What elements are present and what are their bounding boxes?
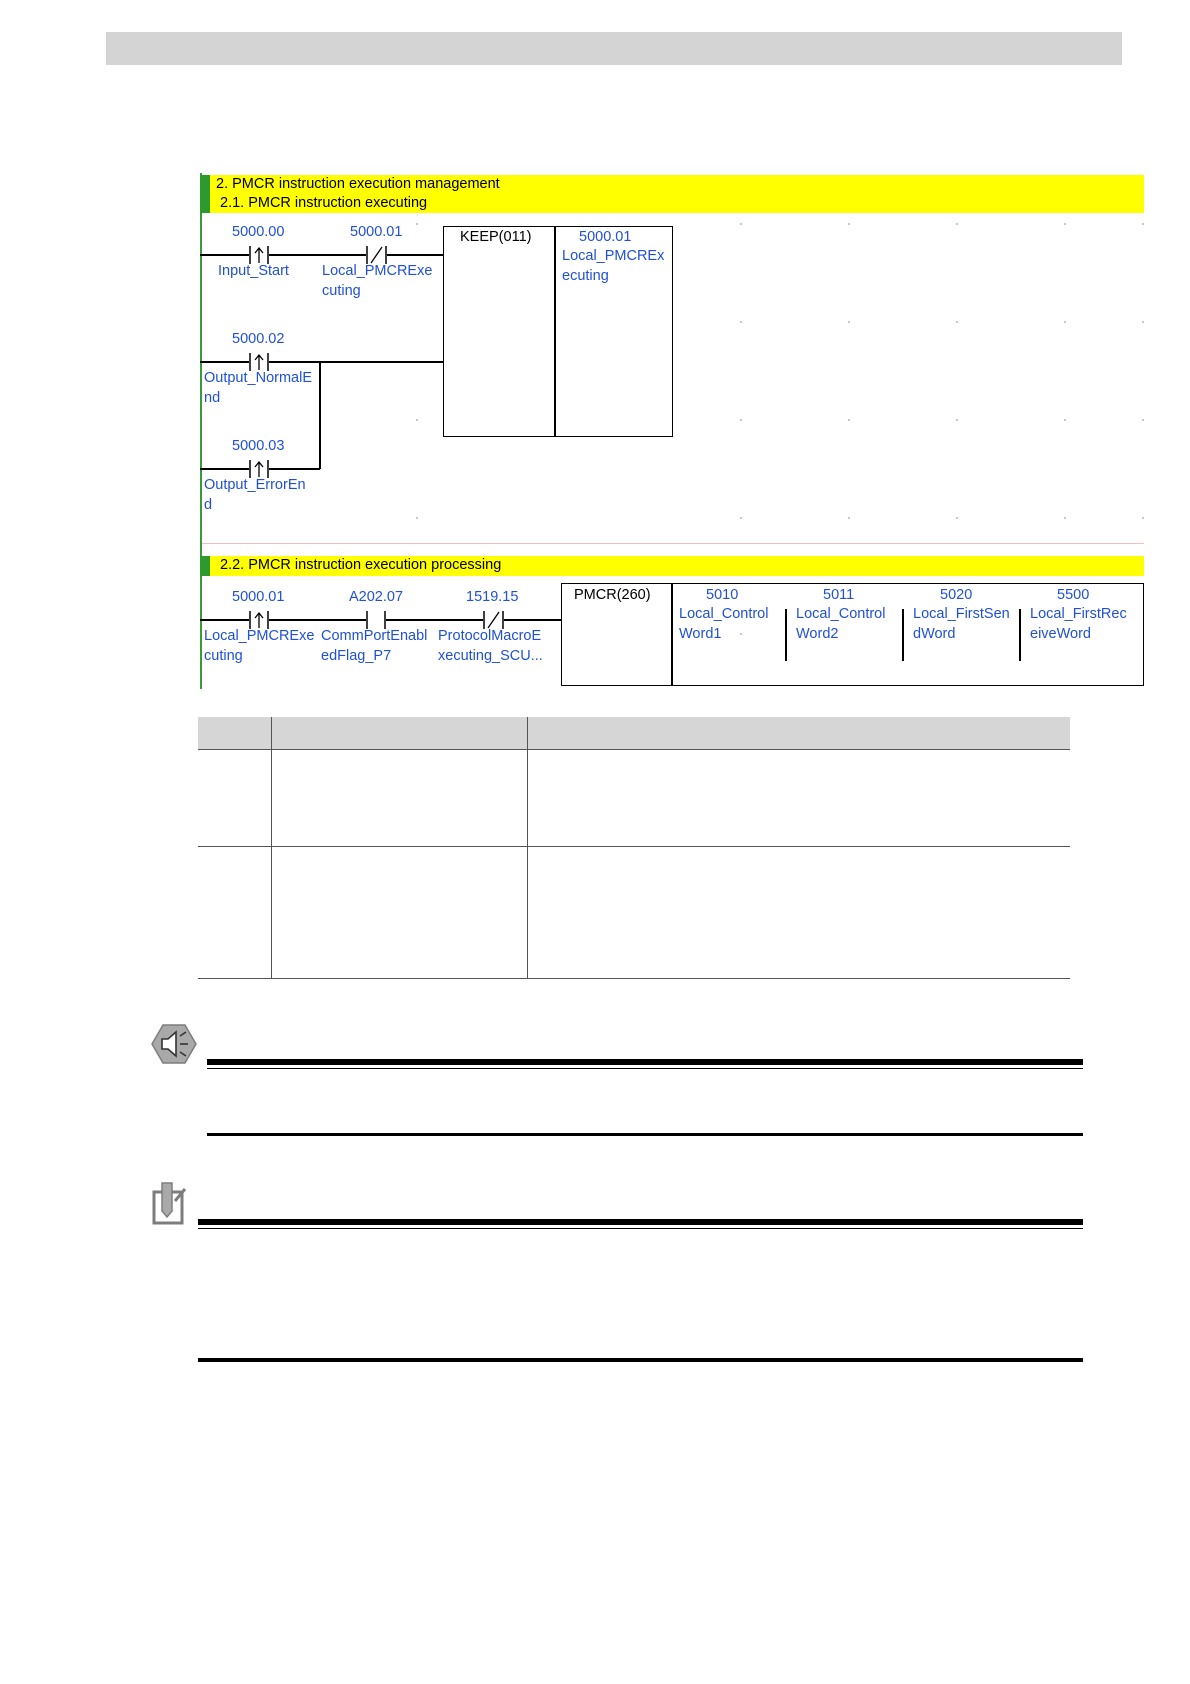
rising-edge-contact-icon	[248, 245, 270, 265]
contact-address: 5000.02	[232, 331, 285, 347]
info-top-rule-thin	[198, 1228, 1083, 1229]
operand-name: Local_FirstSen dWord	[913, 606, 1010, 642]
contact-name: Local_PMCRExe cuting	[322, 263, 433, 299]
output-address: 5000.01	[579, 229, 632, 245]
note-bottom-rule	[207, 1133, 1083, 1136]
ladder-diagram	[196, 165, 1144, 693]
table-cell	[527, 750, 1070, 847]
contact-address: 5000.01	[350, 224, 403, 240]
contact-name: Local_PMCRExe cuting	[204, 628, 315, 664]
operand-name: Local_Control Word1	[679, 606, 769, 642]
info-top-rule	[198, 1219, 1083, 1225]
output-name: Local_PMCREx ecuting	[562, 248, 665, 284]
section-subtitle-2-2: 2.2. PMCR instruction execution processing	[220, 557, 502, 573]
no-contact-icon	[365, 610, 387, 630]
page-header-bar	[106, 32, 1122, 65]
keep-instruction-box	[443, 226, 556, 437]
contact-name: Output_ErrorEn d	[204, 477, 306, 513]
table-cell	[198, 847, 271, 979]
table-cell	[198, 750, 271, 847]
table-header-cell	[198, 717, 271, 750]
nc-contact-icon	[482, 610, 505, 630]
section-marker-2	[200, 556, 210, 576]
operand-address: 5500	[1057, 587, 1090, 603]
operand-name: Local_Control Word2	[796, 606, 886, 642]
contact-address: A202.07	[349, 589, 404, 605]
table-row	[198, 750, 1070, 847]
contact-address: 5000.03	[232, 438, 285, 454]
section-subtitle-2-1: 2.1. PMCR instruction executing	[220, 195, 428, 211]
operand-address: 5020	[940, 587, 973, 603]
contact-name: CommPortEnabl edFlag_P7	[321, 628, 428, 664]
contact-name: Output_NormalE nd	[204, 370, 312, 406]
nc-contact-icon	[365, 245, 388, 265]
note-top-rule-thin	[207, 1068, 1083, 1069]
left-power-rail	[200, 173, 202, 689]
contact-name: Input_Start	[218, 263, 289, 279]
section-marker-1	[200, 175, 210, 213]
rising-edge-contact-icon	[248, 459, 270, 479]
contact-name: ProtocolMacroE xecuting_SCU...	[438, 628, 543, 664]
additional-info-clip-icon	[151, 1181, 189, 1225]
keep-label: KEEP(011)	[460, 229, 532, 245]
contact-address: 5000.00	[232, 224, 285, 240]
table-header-cell	[271, 717, 527, 750]
section-title: 2. PMCR instruction execution management	[216, 176, 500, 192]
operand-address: 5011	[823, 587, 855, 603]
precautions-speaker-icon	[151, 1023, 197, 1065]
rising-edge-contact-icon	[248, 610, 270, 630]
pmcr-label: PMCR(260)	[574, 587, 651, 603]
table-cell	[271, 847, 527, 979]
info-bottom-rule	[198, 1358, 1083, 1362]
table-header-cell	[527, 717, 1070, 750]
table-header-row	[198, 717, 1070, 750]
table-cell	[271, 750, 527, 847]
description-table	[198, 717, 1070, 979]
note-top-rule	[207, 1059, 1083, 1065]
rising-edge-contact-icon	[248, 352, 270, 372]
contact-address: 1519.15	[466, 589, 519, 605]
table-cell	[527, 847, 1070, 979]
operand-address: 5010	[706, 587, 739, 603]
table-row	[198, 847, 1070, 979]
operand-name: Local_FirstRec eiveWord	[1030, 606, 1127, 642]
contact-address: 5000.01	[232, 589, 285, 605]
